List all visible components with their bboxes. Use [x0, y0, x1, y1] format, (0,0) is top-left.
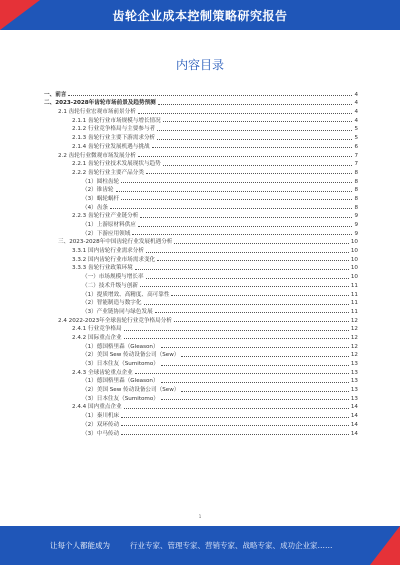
toc-entry-page: 11 [350, 282, 358, 289]
toc-entry-title: 2.4.1 行业竞争格局 [72, 326, 122, 333]
page-number: 1 [198, 514, 202, 519]
toc-entry-title: 2.2.1 齿轮行业技术发展现状与趋势 [72, 161, 161, 168]
toc-entry-title: 2.2 齿轮行业微观市场发展分析 [58, 152, 136, 159]
table-of-contents [44, 89, 358, 437]
toc-entry[interactable] [44, 410, 358, 419]
toc-entry[interactable] [44, 193, 358, 202]
toc-leader-dots [121, 434, 349, 435]
toc-entry-page: 10 [350, 274, 358, 281]
toc-entry-title: （4）齿条 [82, 204, 108, 211]
toc-entry-title: （1）秦川机床 [82, 413, 120, 420]
toc-entry-page: 10 [350, 265, 358, 272]
toc-leader-dots [163, 121, 353, 122]
toc-entry-page: 8 [354, 195, 358, 202]
toc-leader-dots [163, 165, 353, 166]
toc-entry[interactable] [44, 141, 358, 150]
toc-entry-title: 2.2.3 齿轮行业产业链分析 [72, 213, 139, 220]
toc-entry[interactable] [44, 219, 358, 228]
toc-entry[interactable] [44, 280, 358, 289]
header-banner [0, 0, 400, 30]
toc-leader-dots [157, 139, 352, 140]
toc-entry-title: （1）德国格里森（Gleason） [82, 343, 159, 350]
footer-slogan: 让每个人都能成为 [50, 541, 110, 550]
toc-entry[interactable] [44, 384, 358, 393]
toc-entry[interactable] [44, 237, 358, 246]
toc-leader-dots [121, 182, 352, 183]
toc-entry[interactable] [44, 202, 358, 211]
toc-entry-page: 8 [354, 204, 358, 211]
toc-entry-page: 10 [350, 256, 358, 263]
toc-leader-dots [135, 373, 349, 374]
toc-entry[interactable] [44, 263, 358, 272]
toc-entry-page: 13 [350, 369, 358, 376]
toc-entry-title: （1）提质增效、高精度、高可靠性 [82, 291, 170, 298]
toc-leader-dots [146, 252, 349, 253]
toc-leader-dots [181, 356, 349, 357]
toc-entry-page: 14 [350, 430, 358, 437]
toc-entry-page: 8 [354, 169, 358, 176]
toc-entry-page: 12 [350, 317, 358, 324]
toc-leader-dots [181, 391, 349, 392]
toc-entry[interactable] [44, 115, 358, 124]
toc-entry[interactable] [44, 324, 358, 333]
toc-entry-title: 2.4.3 全球齿轮重点企业 [72, 369, 133, 376]
toc-entry-title: （2）美国 Sew 传动设备公司（Sew） [82, 352, 180, 359]
toc-entry[interactable] [44, 376, 358, 385]
toc-leader-dots [124, 338, 349, 339]
toc-entry[interactable] [44, 350, 358, 359]
toc-entry-title: （3）日本住友（Sumitomo） [82, 361, 159, 367]
toc-entry-title: （二）技术升级与创新 [82, 282, 138, 289]
toc-entry[interactable] [44, 167, 358, 176]
toc-entry-title: 2.2.2 齿轮行业主要产品分类 [72, 169, 144, 176]
toc-entry-title: 3.3.2 国内齿轮行业市场需求变化 [72, 256, 156, 263]
toc-entry-page: 9 [354, 230, 358, 237]
toc-leader-dots [124, 408, 349, 409]
toc-leader-dots [144, 304, 349, 305]
toc-entry-title: （1）上游原材料供应 [82, 222, 136, 228]
toc-entry[interactable] [44, 132, 358, 141]
toc-entry-page: 5 [354, 126, 358, 133]
toc-entry-title: （1）德国格里森（Gleason） [82, 378, 159, 385]
toc-entry-title: 2.4.4 国内重点企业 [72, 404, 122, 411]
toc-leader-dots [110, 208, 353, 209]
toc-entry[interactable] [44, 419, 358, 428]
toc-entry[interactable] [44, 358, 358, 367]
toc-leader-dots [146, 278, 349, 279]
toc-leader-dots [132, 234, 352, 235]
toc-entry-page: 13 [350, 361, 358, 367]
toc-entry-title: 三、2023-2028年中国齿轮行业发展机遇分析 [58, 239, 173, 246]
toc-entry[interactable] [44, 98, 358, 107]
toc-entry-title: （3）日本住友（Sumitomo） [82, 395, 159, 402]
toc-leader-dots [121, 199, 352, 200]
toc-entry[interactable] [44, 150, 358, 159]
toc-entry-page: 13 [350, 395, 358, 402]
toc-entry-page: 13 [350, 387, 358, 394]
toc-entry-title: （2）锥齿轮 [82, 187, 114, 194]
report-title: 齿轮企业成本控制策略研究报告 [112, 9, 288, 23]
toc-leader-dots [124, 330, 349, 331]
toc-leader-dots [121, 425, 349, 426]
toc-entry[interactable] [44, 159, 358, 168]
toc-leader-dots [174, 321, 349, 322]
toc-entry-page: 7 [354, 161, 358, 168]
toc-entry-title: 一、前言 [44, 91, 67, 98]
toc-entry[interactable] [44, 211, 358, 220]
toc-leader-dots [158, 104, 353, 105]
toc-entry-page: 14 [350, 413, 358, 420]
toc-entry-title: （一）市场规模与增长率 [82, 274, 144, 281]
toc-entry[interactable] [44, 341, 358, 350]
toc-entry[interactable] [44, 176, 358, 185]
toc-leader-dots [157, 260, 349, 261]
toc-entry-page: 8 [354, 187, 358, 194]
toc-entry-page: 12 [350, 352, 358, 359]
toc-entry[interactable] [44, 332, 358, 341]
toc-entry-title: （1）圆柱齿轮 [82, 178, 120, 185]
toc-entry-title: 2.1.3 齿轮行业主要下游需求分析 [72, 135, 156, 142]
toc-entry[interactable] [44, 89, 358, 98]
toc-entry-title: （3）产业链协同与绿色发展 [82, 308, 153, 315]
toc-entry-page: 11 [350, 300, 358, 307]
toc-entry-title: （3）蜗轮蜗杆 [82, 195, 120, 202]
toc-entry-page: 12 [350, 334, 358, 341]
toc-entry-page: 9 [354, 213, 358, 220]
toc-entry-page: 11 [350, 308, 358, 315]
toc-entry-title: （2）下游应用领域 [82, 230, 131, 237]
toc-entry[interactable] [44, 306, 358, 315]
toc-title: 内容目录 [175, 58, 224, 72]
toc-entry-title: 二、2023-2028年齿轮市场前景及趋势预测 [44, 100, 156, 107]
toc-leader-dots [138, 113, 353, 114]
toc-leader-dots [152, 147, 353, 148]
toc-entry-title: （2）美国 Sew 传动设备公司（Sew） [82, 387, 180, 394]
footer-banner [0, 526, 400, 565]
toc-entry-title: 2.1.1 齿轮行业市场规模与增长情况 [72, 117, 161, 124]
toc-entry-title: （3）中马传动 [82, 430, 120, 437]
toc-leader-dots [171, 295, 348, 296]
toc-leader-dots [161, 365, 349, 366]
toc-entry-page: 12 [350, 326, 358, 333]
toc-leader-dots [161, 382, 349, 383]
toc-leader-dots [146, 173, 352, 174]
toc-entry-page: 12 [350, 343, 358, 350]
toc-entry-title: （2）双环传动 [82, 421, 120, 428]
toc-entry[interactable] [44, 271, 358, 280]
toc-leader-dots [140, 217, 352, 218]
toc-entry[interactable] [44, 393, 358, 402]
toc-entry-page: 4 [354, 91, 358, 98]
toc-leader-dots [138, 226, 353, 227]
toc-leader-dots [157, 130, 352, 131]
toc-entry-title: 2.1.2 行业竞争格局与主要参与者 [72, 126, 156, 133]
toc-entry-title: 2.1 齿轮行业宏观市场前景分析 [58, 109, 136, 116]
toc-leader-dots [140, 286, 349, 287]
toc-leader-dots [135, 269, 349, 270]
toc-entry-page: 5 [354, 135, 358, 142]
toc-entry-page: 14 [350, 404, 358, 411]
toc-entry-page: 4 [354, 100, 358, 107]
toc-entry-page: 11 [350, 291, 358, 298]
toc-entry-title: 2.4.2 国际重点企业 [72, 334, 122, 341]
toc-entry[interactable] [44, 298, 358, 307]
toc-entry[interactable] [44, 254, 358, 263]
toc-entry-page: 7 [354, 152, 358, 159]
toc-entry[interactable] [44, 185, 358, 194]
toc-entry-page: 10 [350, 239, 358, 246]
toc-entry[interactable] [44, 228, 358, 237]
toc-entry[interactable] [44, 245, 358, 254]
toc-entry-page: 13 [350, 378, 358, 385]
toc-leader-dots [155, 312, 349, 313]
toc-entry-title: 3.3.1 国内齿轮行业需求分析 [72, 248, 144, 255]
toc-entry[interactable] [44, 289, 358, 298]
toc-entry-page: 8 [354, 178, 358, 185]
toc-entry[interactable] [44, 402, 358, 411]
toc-entry[interactable] [44, 367, 358, 376]
toc-entry-page: 14 [350, 421, 358, 428]
toc-entry-title: 2.4 2022-2023年全球齿轮行业竞争格局分析 [58, 317, 172, 324]
toc-leader-dots [174, 243, 348, 244]
toc-leader-dots [121, 417, 349, 418]
toc-entry-page: 4 [354, 109, 358, 116]
footer-tagline: 行业专家、管理专家、营销专家、战略专家、成功企业家…… [130, 541, 333, 550]
toc-entry-title: 3.3.3 齿轮行业政策环境 [72, 265, 133, 272]
toc-entry-page: 9 [354, 222, 358, 228]
toc-leader-dots [138, 156, 353, 157]
toc-entry[interactable] [44, 315, 358, 324]
toc-leader-dots [161, 347, 349, 348]
toc-entry-page: 6 [354, 143, 358, 150]
toc-leader-dots [68, 95, 352, 96]
toc-entry[interactable] [44, 106, 358, 115]
toc-leader-dots [116, 191, 353, 192]
toc-entry[interactable] [44, 124, 358, 133]
toc-entry-title: （2）智能制造与数字化 [82, 300, 142, 307]
footer-red-accent [370, 526, 400, 565]
toc-entry-page: 4 [354, 117, 358, 124]
toc-entry[interactable] [44, 428, 358, 437]
toc-entry-page: 10 [350, 248, 358, 255]
toc-entry-title: 2.1.4 齿轮行业发展机遇与挑战 [72, 143, 150, 150]
toc-leader-dots [161, 399, 349, 400]
